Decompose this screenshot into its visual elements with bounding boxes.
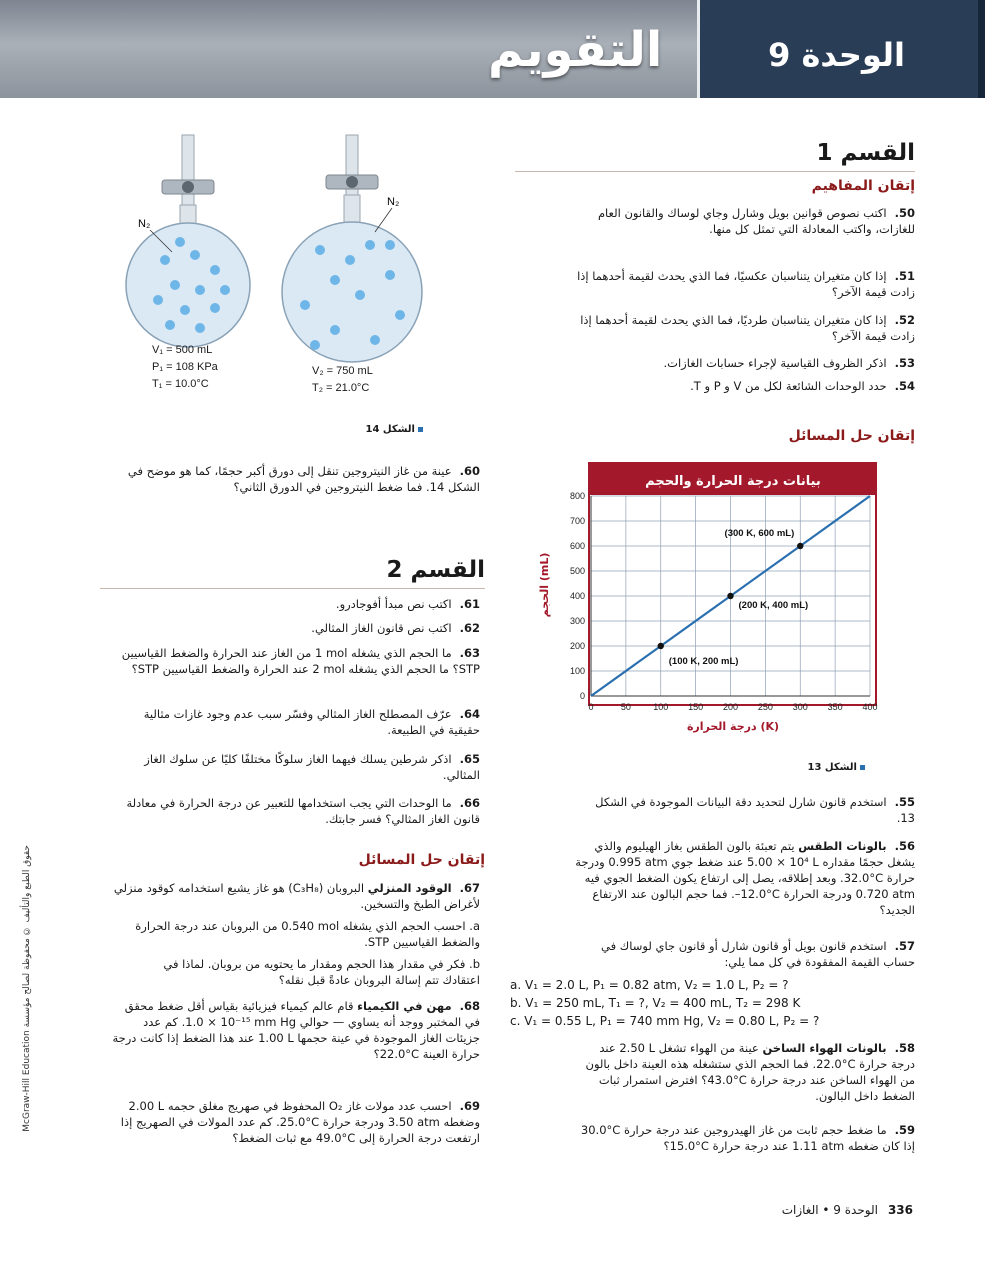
flask2-labels: V₂ = 750 mL T₂ = 21.0°C (312, 365, 373, 394)
y-tick-label-3: 300 (569, 616, 585, 626)
data-point-label-1: (200 K, 400 mL) (738, 600, 809, 611)
x-tick-label-5: 250 (757, 702, 773, 712)
y-tick-label-0: 0 (579, 691, 585, 701)
x-tick-label-4: 200 (722, 702, 739, 712)
header-divider (697, 0, 700, 98)
header-accent (978, 0, 985, 98)
gas-label-n2-left: N₂ (138, 218, 151, 230)
flask-1 (126, 135, 250, 347)
x-tick-label-7: 350 (827, 702, 843, 712)
page-number: 336 (887, 1203, 913, 1217)
page-footer (782, 1203, 913, 1217)
chart-title: بيانات درجة الحرارة والحجم (645, 474, 821, 489)
figure13-chart (530, 460, 880, 750)
question-57: 57.استخدم قانون بويل أو قانون شارل أو قانون جاي لوساك في حساب القيمة المفقودة في كل مما يلي: (601, 939, 915, 969)
question-57a: a. V₁ = 2.0 L, P₁ = 0.82 atm, V₂ = 1.0 L, P₂ = ? (510, 978, 789, 992)
data-point-2 (797, 543, 803, 549)
question-58: 58.بالونات الهواء الساخن عينة من الهواء تشغل ‎2.50 L‎ عند درجة حرارة ‎22.0°C‎. فما الحجم الذي ستشغله هذه العينة داخل بالون من الهواء الساخن عند درجة حرارة ‎43.0°C‎؟ افترض استمرار ثبات الضغط داخل البالون. (585, 1041, 915, 1103)
y-tick-label-8: 800 (569, 491, 585, 501)
question-67a: a. احسب الحجم الذي يشغله ‎0.540 mol‎ من البروبان عند درجة الحرارة والضغط القياسيين STP. (135, 919, 480, 949)
question-66: 66.ما الوحدات التي يجب استخدامها للتعبير عن درجة الحرارة في معادلة قانون الغاز المثالي؟ فسر جابتك. (126, 796, 480, 826)
question-55: 55.استخدم قانون شارل لتحديد دقة البيانات الموجودة في الشكل 13. (595, 795, 915, 825)
chart-xlabel: درجة الحرارة (K) (686, 720, 780, 733)
x-tick-label-8: 400 (862, 702, 878, 712)
chart-frame (589, 463, 876, 705)
question-63: 63.ما الحجم الذي يشغله ‎1 mol‎ من الغاز عند الحرارة والضغط القياسيين STP؟ ما الحجم الذي يشغله ‎2 mol‎ عند الحرارة والضغط القياسيين STP؟ (121, 646, 480, 676)
mastering-concepts-title: إتقان المفاهيم (811, 178, 915, 194)
y-tick-label-6: 600 (569, 541, 585, 551)
question-64: 64.عرّف المصطلح الغاز المثالي وفسّر سبب عدم وجود غازات مثالية حقيقية في الطبيعة. (143, 707, 480, 737)
stopcock-knob-2 (346, 176, 358, 188)
x-tick-label-6: 300 (792, 702, 808, 712)
question-51: 51.إذا كان متغيران يتناسبان عكسيًا، فما الذي يحدث لقيمة أحدهما إذا زادت قيمة الآخر؟ (577, 269, 915, 299)
y-tick-label-1: 100 (569, 666, 585, 676)
section1-title: القسم 1 (816, 140, 915, 166)
x-tick-label-3: 150 (688, 702, 704, 712)
section1-rule (515, 171, 915, 172)
section2-title: القسم 2 (386, 557, 485, 583)
y-tick-label-4: 400 (569, 591, 585, 601)
question-61: 61.اكتب نص مبدأ أفوجادرو. (335, 597, 480, 611)
question-67b: b. فكر في مقدار هذا الحجم ومقدار ما يحتويه من بروبان. لماذا في اعتقادك تتم إسالة البروبان عادةً قبل نقله؟ (163, 957, 480, 987)
caption-marker (860, 765, 865, 770)
y-tick-label-2: 200 (569, 641, 585, 651)
question-62: 62.اكتب نص قانون الغاز المثالي. (311, 621, 480, 635)
data-point-label-0: (100 K, 200 mL) (668, 656, 739, 667)
question-54: 54.حدد الوحدات الشائعة لكل من V و P و T. (690, 379, 915, 393)
stopcock-knob-1 (182, 181, 194, 193)
question-50: 50.اكتب نصوص قوانين بويل وشارل وجاي لوساك والقانون العام للغازات، واكتب المعادلة التي تمثل كل منها. (597, 206, 915, 236)
question-57c: c. V₁ = 0.55 L, P₁ = 740 mm Hg, V₂ = 0.80 L, P₂ = ? (510, 1014, 820, 1028)
footer-text: الوحدة 9 • الغازات (781, 1203, 878, 1217)
flask1-labels: V₁ = 500 mL P₁ = 108 KPa T₁ = 10.0°C (152, 344, 218, 390)
data-point-label-2: (300 K, 600 mL) (724, 528, 795, 539)
y-tick-label-5: 500 (569, 566, 585, 576)
gas-label-n2-right: N₂ (387, 196, 400, 208)
x-tick-label-2: 100 (653, 702, 669, 712)
problem-solving-title-2: إتقان حل المسائل (358, 852, 485, 868)
y-tick-label-7: 700 (569, 516, 585, 526)
section2-rule (100, 588, 485, 589)
x-tick-label-0: 0 (588, 702, 594, 712)
question-69: 69.احسب عدد مولات غاز O₂ المحفوظ في صهريج مغلق حجمه ‎2.00 L‎ وضغطه ‎3.50 atm‎ ودرجة حرارة ‎25.0°C‎. كم عدد المولات في الصهريج إذا ارتفعت درجة الحرارة إلى ‎49.0°C‎ مع ثبات الضغط؟ (120, 1099, 480, 1145)
figure14-caption: الشكل 14 (365, 424, 423, 435)
question-65: 65.اذكر شرطين يسلك فيهما الغاز سلوكًا مختلفًا كليًا عن سلوك الغاز المثالي. (144, 752, 480, 782)
question-57b: b. V₁ = 250 mL, T₁ = ?, V₂ = 400 mL, T₂ = 298 K (510, 996, 801, 1010)
question-67: 67.الوقود المنزلي البروبان (C₃H₈) هو غاز يشيع استخدامه كوقود منزلي لأغراض الطبخ والتسخين. (113, 881, 480, 911)
problem-solving-title-1: إتقان حل المسائل (788, 428, 915, 444)
chart-ylabel: الحجم (mL) (538, 552, 551, 618)
figure13-caption: الشكل 13 (807, 762, 865, 773)
assessment-title: التقويم (488, 22, 663, 78)
question-59: 59.ما ضغط حجم ثابت من غاز الهيدروجين عند درجة حرارة ‎30.0°C‎ إذا كان ضغطه ‎1.11 atm‎ عند درجة حرارة ‎15.0°C‎؟ (580, 1123, 915, 1153)
question-52: 52.إذا كان متغيران يتناسبان طرديًا، فما الذي يحدث لقيمة أحدهما إذا زادت قيمة الآخر؟ (580, 313, 915, 343)
data-point-1 (727, 593, 733, 599)
question-56: 56.بالونات الطقس يتم تعبئة بالون الطقس بغاز الهيليوم والذي يشغل حجمًا مقداره ‎5.00 × 10⁴ L‎ عند ضغط جوي ‎0.995 atm‎ ودرجة حرارة ‎32.0°C‎. وبعد إطلاقه، يصل إلى ارتفاع يكون الضغط الجوي فيه ‎0.720 atm‎ ودرجة الحرارة ‎12.0°C‎–. فما حجم البالون عند الارتفاع الجديد؟ (575, 839, 915, 917)
question-53: 53.اذكر الظروف القياسية لإجراء حسابات الغازات. (663, 356, 915, 370)
copyright-credit: حقوق الطبع والتأليف © محفوظة لصالح مؤسسة McGraw-Hill Education (22, 845, 32, 1132)
question-68: 68.مهن في الكيمياء قام عالم كيمياء فيزيائية بقياس أقل ضغط محقق في المختبر ووجد أنه يساوي — حوالي ‎1.0 × 10⁻¹⁵ mm Hg‎. كم عدد جزيئات الغاز الموجودة في عينة حجمها ‎1.00 L‎ عند هذا الضغط إذا كانت درجة حرارة العينة ‎22.0°C‎؟ (112, 999, 480, 1061)
flask-2 (282, 135, 422, 362)
unit-title: الوحدة 9 (768, 36, 905, 74)
x-tick-label-1: 50 (620, 702, 631, 712)
caption-marker (418, 427, 423, 432)
question-60: 60.عينة من غاز النيتروجين تنقل إلى دورق أكبر حجمًا، كما هو موضح في الشكل 14. فما ضغط النيتروجين في الدورق الثاني؟ (127, 464, 480, 494)
data-point-0 (658, 643, 664, 649)
